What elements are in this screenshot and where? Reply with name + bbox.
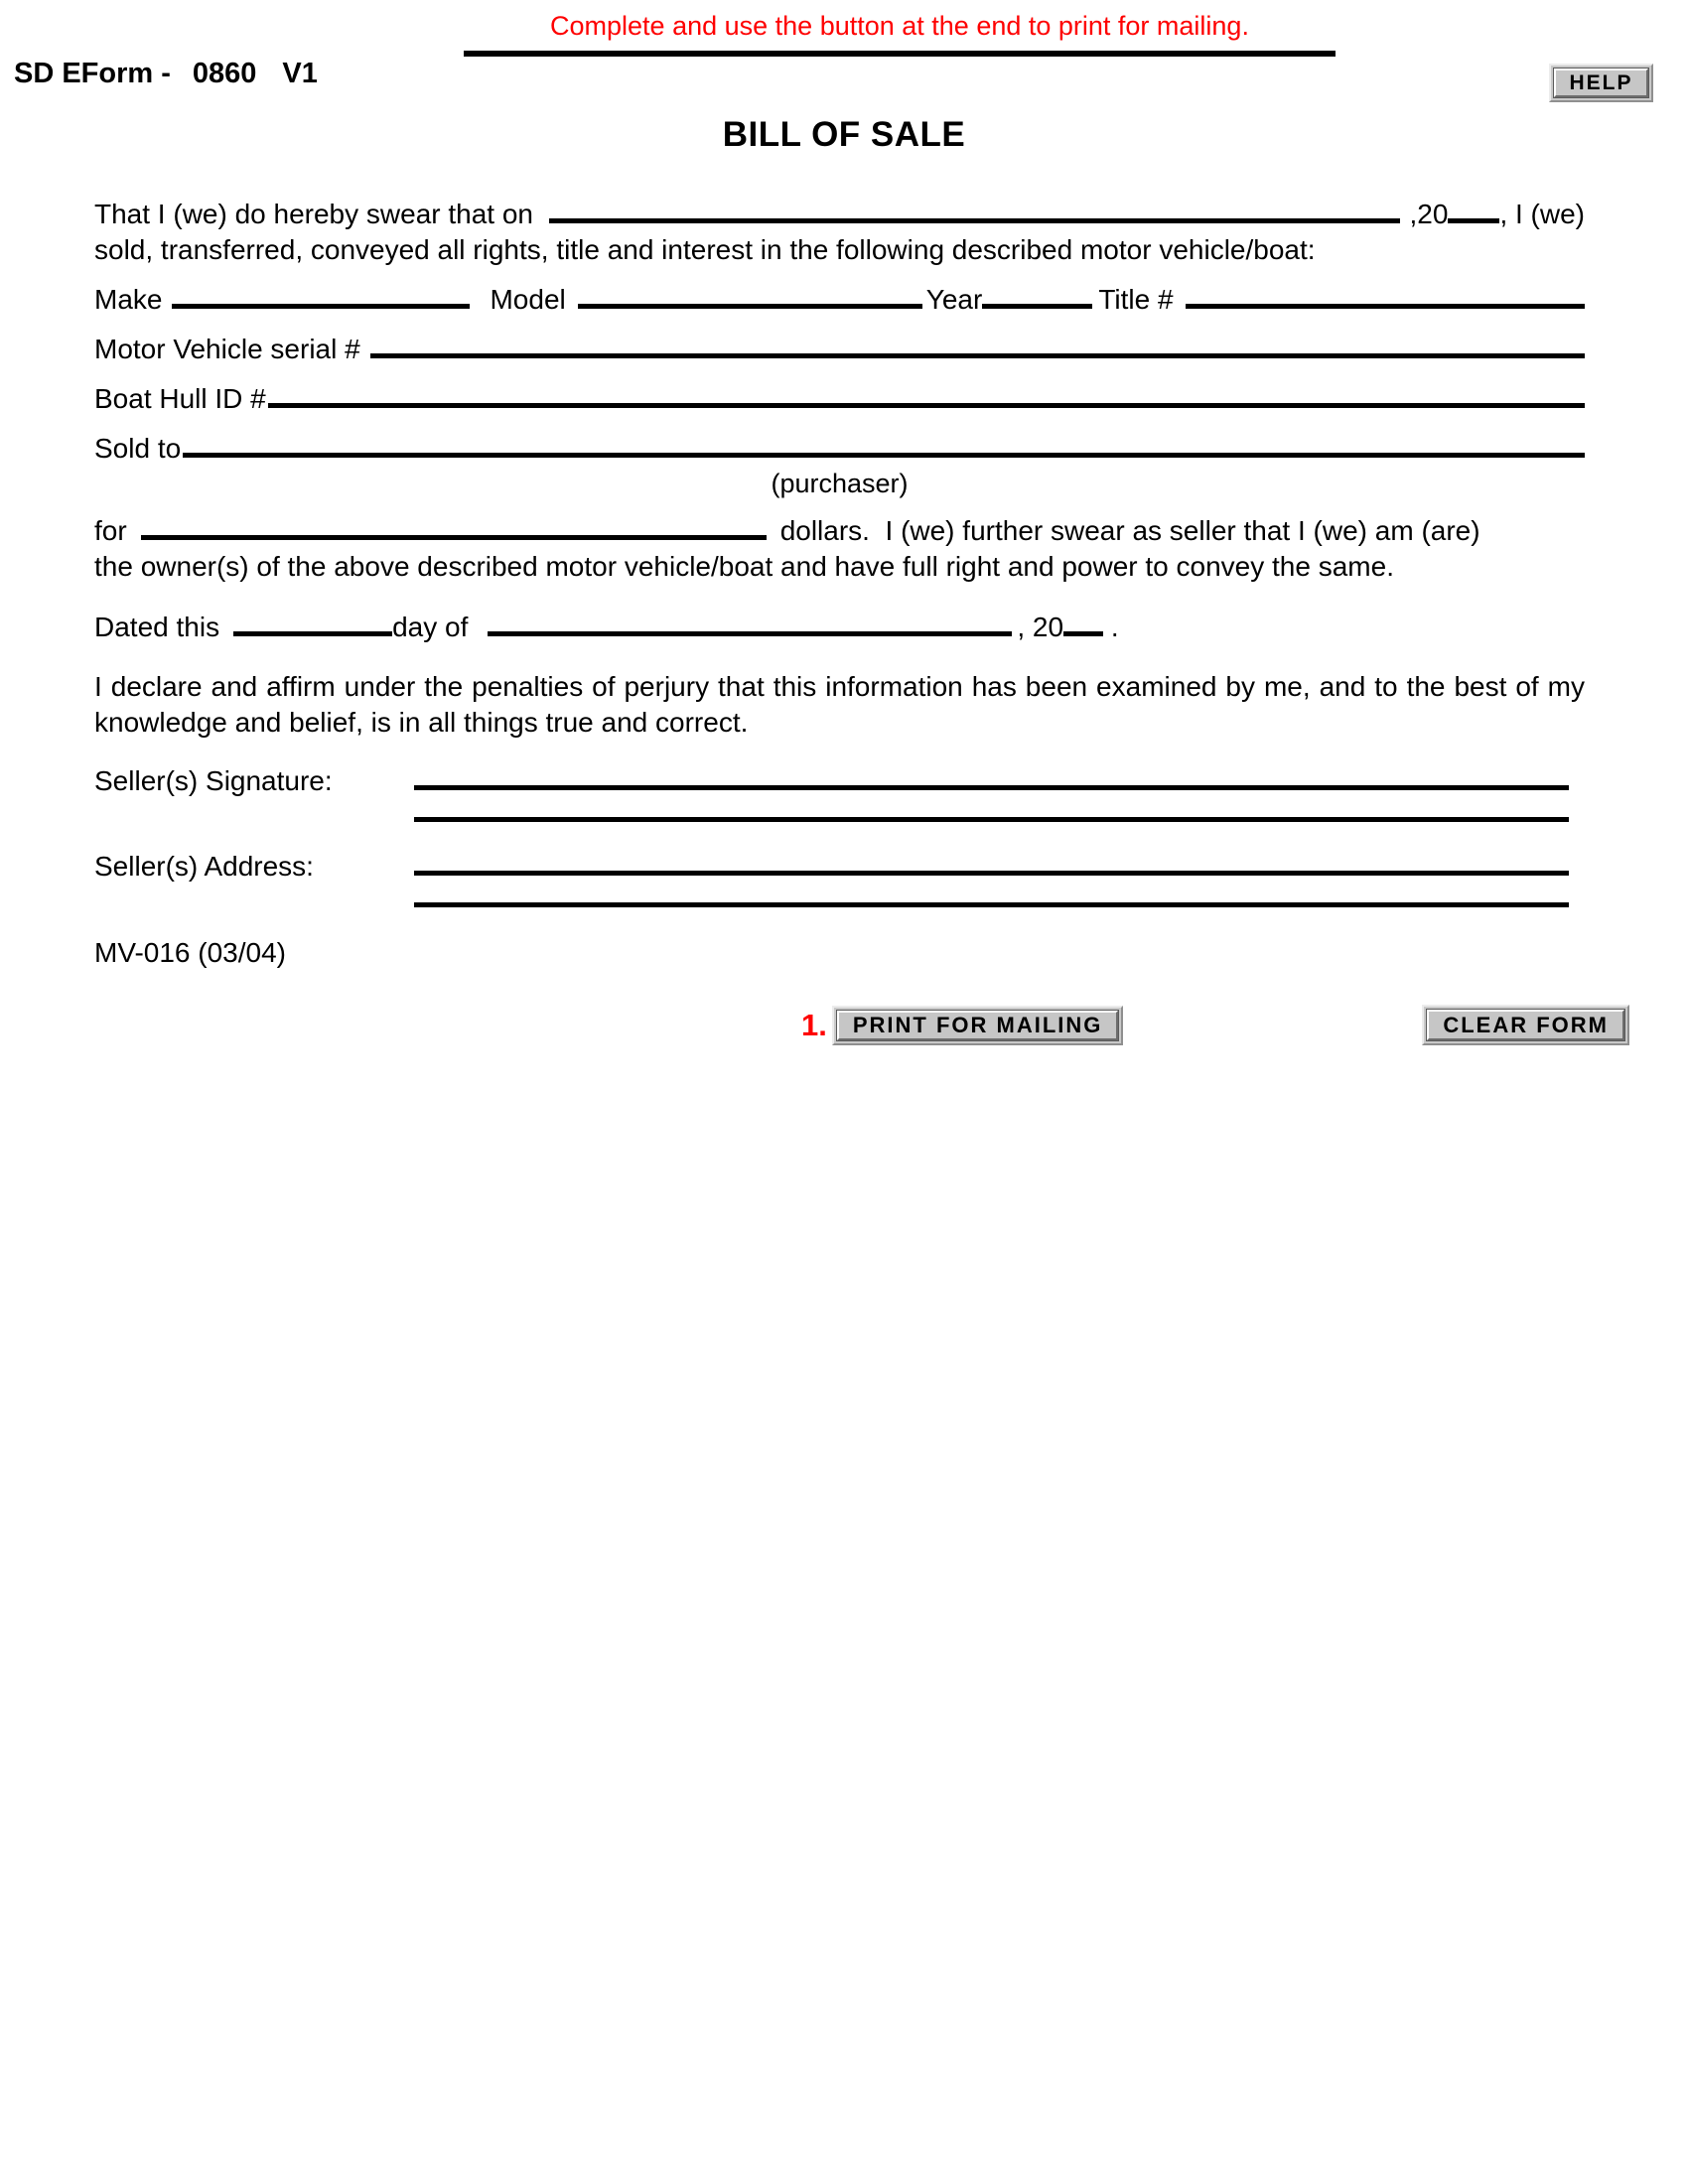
sold-to-label: Sold to	[94, 433, 182, 464]
oath-line-1	[94, 197, 1585, 232]
oath-line-2: sold, transferred, conveyed all rights, title and interest in the following described motor vehicle/boat:	[94, 234, 1316, 265]
consideration-line-2: the owner(s) of the above described motor vehicle/boat and have full right and power to convey the same.	[94, 551, 1394, 582]
boat-hull-row	[94, 380, 1585, 417]
purchaser-caption: (purchaser)	[771, 469, 909, 498]
amount-field[interactable]	[141, 535, 767, 540]
perjury-declaration: I declare and affirm under the penalties of perjury that this information has been examined by me, and to the best of my knowledge and belief, is in all things true and correct.	[94, 671, 1585, 738]
clear-form-label: CLEAR FORM	[1427, 1010, 1624, 1040]
amount-row	[94, 512, 1585, 549]
dated-day-field[interactable]	[233, 631, 392, 636]
dated-month-field[interactable]	[488, 631, 1012, 636]
seller-address-row-2	[94, 902, 1585, 907]
dated-end-period: .	[1103, 612, 1119, 642]
print-for-mailing-label: PRINT FOR MAILING	[837, 1011, 1119, 1040]
vehicle-description-row	[94, 281, 1585, 318]
year-label: Year	[925, 284, 983, 315]
print-for-mailing-button[interactable]	[832, 1006, 1124, 1045]
eform-version: V1	[282, 58, 318, 89]
day-of-label: day of	[392, 612, 469, 642]
print-instruction-text: Complete and use the button at the end to print for mailing.	[550, 11, 1249, 41]
sold-to-row	[94, 430, 1585, 467]
dated-row	[94, 609, 1585, 645]
consideration-paragraph	[94, 512, 1585, 585]
dated-year-field[interactable]	[1063, 631, 1103, 636]
for-label: for	[94, 515, 127, 546]
seller-signature-label: Seller(s) Signature:	[94, 765, 333, 796]
seller-address-label: Seller(s) Address:	[94, 851, 314, 882]
seller-signature-row-2	[94, 817, 1585, 822]
seller-signature-field-1[interactable]	[414, 785, 1569, 790]
make-field[interactable]	[172, 304, 470, 309]
oath-text-before-date: That I (we) do hereby swear that on	[94, 199, 533, 229]
model-label: Model	[490, 284, 566, 315]
year-prefix-text: ,20	[1409, 199, 1449, 229]
action-button-row	[94, 1005, 1609, 1045]
seller-address-field-1[interactable]	[414, 871, 1569, 876]
print-instruction-banner	[464, 10, 1336, 57]
eform-number: 0860	[192, 58, 257, 89]
oath-paragraph	[94, 197, 1585, 268]
dated-this-label: Dated this	[94, 612, 220, 642]
vehicle-serial-row	[94, 331, 1585, 367]
help-button[interactable]	[1549, 64, 1653, 102]
seller-address-row	[94, 848, 1585, 885]
clear-form-button[interactable]	[1422, 1005, 1629, 1045]
make-label: Make	[94, 284, 163, 315]
seller-signature-row	[94, 762, 1585, 799]
title-number-label: Title #	[1098, 284, 1174, 315]
boat-hull-id-field[interactable]	[268, 403, 1585, 408]
title-number-field[interactable]	[1186, 304, 1585, 309]
vehicle-serial-field[interactable]	[370, 353, 1585, 358]
oath-text-after-year: , I (we)	[1499, 199, 1585, 229]
form-number: MV-016 (03/04)	[94, 937, 286, 968]
seller-address-field-2[interactable]	[414, 902, 1569, 907]
year-field[interactable]	[982, 304, 1092, 309]
vehicle-serial-label: Motor Vehicle serial #	[94, 334, 360, 364]
form-header	[0, 0, 1688, 111]
help-button-label: HELP	[1554, 68, 1648, 97]
form-body	[0, 197, 1688, 1045]
dated-year-prefix: , 20	[1017, 612, 1064, 642]
boat-hull-label: Boat Hull ID #	[94, 383, 266, 414]
eform-prefix: SD EForm -	[14, 58, 171, 89]
model-field[interactable]	[578, 304, 922, 309]
year-2digit-field[interactable]	[1448, 218, 1499, 223]
step-number: 1.	[801, 1007, 827, 1042]
date-sold-field[interactable]	[549, 218, 1400, 223]
sold-to-field[interactable]	[183, 453, 1585, 458]
page-title: BILL OF SALE	[722, 115, 966, 154]
eform-identifier	[14, 58, 318, 90]
seller-swear-text: dollars. I (we) further swear as seller that I (we) am (are)	[779, 515, 1480, 546]
seller-signature-field-2[interactable]	[414, 817, 1569, 822]
